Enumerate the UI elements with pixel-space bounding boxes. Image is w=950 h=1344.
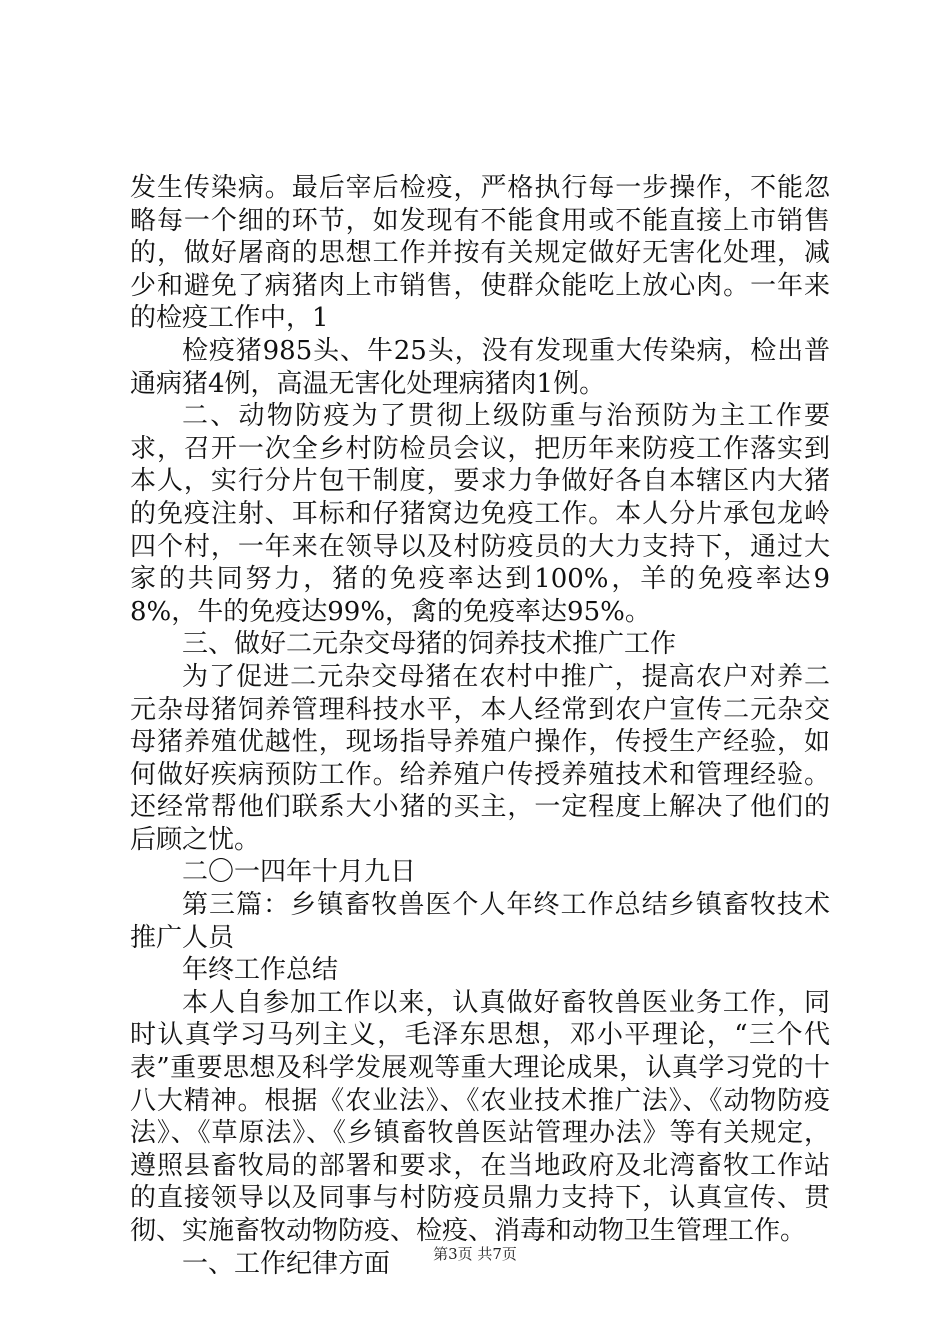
paragraph-inspection-summary: 发生传染病。最后宰后检疫，严格执行每一步操作，不能忽略每一个细的环节，如发现有不能食用或不能直接上市销售的，做好屠商的思想工作并按有关规定做好无害化处理，减少和避免了病猪肉上市销售，使群众能吃上放心肉。一年来的检疫工作中，1 [130, 173, 830, 334]
document-body [130, 172, 830, 1280]
document-date: 二〇一四年十月九日 [182, 857, 417, 888]
article-subtitle: 年终工作总结 [182, 955, 339, 986]
section-heading-sow-breeding: 三、做好二元杂交母猪的饲养技术推广工作 [182, 629, 677, 660]
section-heading-work-discipline: 一、工作纪律方面 [182, 1248, 391, 1279]
paragraph-work-introduction: 本人自参加工作以来，认真做好畜牧兽医业务工作，同时认真学习马列主义，毛泽东思想，邓小平理论，“三个代表”重要思想及科学发展观等重大理论成果，认真学习党的十八大精神。根据《农业法》、《农业技术推广法》、《动物防疫法》、《草原法》、《乡镇畜牧兽医站管理办法》等有关规定，遵照县畜牧局的部署和要求，在当地政府及北湾畜牧工作站的直接领导以及同事与村防疫员鼎力支持下，认真宣传、贯彻、实施畜牧动物防疫、检疫、消毒和动物卫生管理工作。 [130, 987, 830, 1246]
page-number-footer: 第3页 共7页 [433, 1245, 517, 1263]
paragraph-animal-epidemic-prevention: 二、动物防疫为了贯彻上级防重与治预防为主工作要求，召开一次全乡村防检员会议，把历年来防疫工作落实到本人，实行分片包干制度，要求力争做好各自本辖区内大猪的免疫注射、耳标和仔猪窝边免疫工作。本人分片承包龙岭四个村，一年来在领导以及村防疫员的大力支持下，通过大家的共同努力，猪的免疫率达到100%，羊的免疫率达98%，牛的免疫达99%，禽的免疫率达95%。 [130, 401, 830, 627]
paragraph-inspection-counts: 检疫猪985头、牛25头，没有发现重大传染病，检出普通病猪4例，高温无害化处理病猪肉1例。 [130, 335, 830, 399]
article-title-part-three: 第三篇：乡镇畜牧兽医个人年终工作总结乡镇畜牧技术推广人员 [130, 890, 830, 953]
paragraph-sow-breeding-promotion: 为了促进二元杂交母猪在农村中推广，提高农户对养二元杂母猪饲养管理科技水平，本人经常到农户宣传二元杂交母猪养殖优越性，现场指导养殖户操作，传授生产经验，如何做好疾病预防工作。给养殖户传授养殖技术和管理经验。还经常帮他们联系大小猪的买主，一定程度上解决了他们的后顾之忧。 [130, 661, 830, 855]
